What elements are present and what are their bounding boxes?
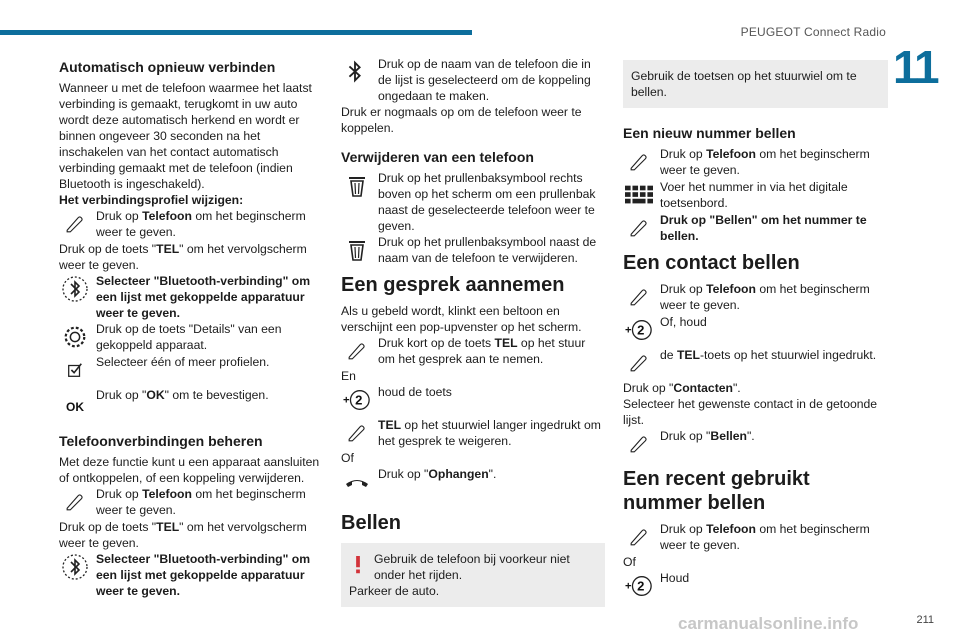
paragraph-repair: Druk er nogmaals op om de telefoon weer te koppelen. bbox=[341, 105, 582, 135]
step-call-number: Druk op "Bellen" om het nummer te bellen. bbox=[623, 212, 888, 245]
step-press-phone-3: Druk op Telefoon om het beginscherm weer te geven. bbox=[623, 521, 888, 554]
watermark: carmanualsonline.info bbox=[678, 614, 859, 633]
paragraph-select-contact: Selecteer het gewenste contact in de getoonde lijst. bbox=[623, 397, 878, 427]
checkbox-icon bbox=[61, 356, 89, 384]
heading-call: Bellen bbox=[341, 512, 402, 534]
column-3 bbox=[623, 56, 888, 603]
steering-wheel-key-icon bbox=[343, 386, 371, 414]
trash-icon bbox=[343, 236, 371, 264]
touch-icon bbox=[625, 283, 653, 311]
svg-text:2: 2 bbox=[637, 322, 645, 338]
steering-wheel-key-icon bbox=[625, 572, 653, 600]
step-press-phone-2: Druk op Telefoon om het beginscherm weer te geven. bbox=[59, 486, 321, 519]
step-select-bluetooth-2: Selecteer "Bluetooth-verbinding" om een lijst met gekoppelde apparatuur weer te geven. bbox=[59, 551, 321, 599]
heading-recent: Een recent gebruikt nummer bellen bbox=[623, 468, 810, 514]
step-press-call: Druk op "Bellen". bbox=[623, 428, 888, 461]
step-tel-key: de TEL-toets op het stuurwiel ingedrukt. bbox=[623, 347, 888, 380]
bluetooth-icon bbox=[61, 275, 89, 303]
warning-icon bbox=[355, 553, 361, 577]
step-hold-key-2: 2 + Houd bbox=[623, 570, 888, 603]
ok-icon: OK bbox=[66, 400, 84, 414]
step-press-phone: Druk op Telefoon om het beginscherm weer te geven. bbox=[623, 146, 888, 179]
info-box: Gebruik de toetsen op het stuurwiel om te bellen. bbox=[623, 60, 888, 108]
touch-icon bbox=[61, 210, 89, 238]
paragraph-answer: Als u gebeld wordt, klinkt een beltoon en verschijnt een pop-upvenster op het scherm. bbox=[341, 304, 582, 334]
heading-reconnect: Automatisch opnieuw verbinden bbox=[59, 59, 276, 75]
paragraph-profile-title: Het verbindingsprofiel wijzigen: bbox=[59, 193, 244, 207]
header-accent-bar bbox=[0, 30, 472, 35]
keypad-icon bbox=[625, 181, 653, 209]
heading-manage: Telefoonverbindingen beheren bbox=[59, 433, 263, 449]
paragraph-reconnect: Wanneer u met de telefoon waarmee het laatst verbinding is gemaakt, terugkomt in uw auto wordt deze automatisch herkend en wordt er binnen ongeveer 30 seconden na het inschakelen van het contact automatisch verbinding gemaakt met de telefoon (indien Bluetooth is ingeschakeld). bbox=[59, 81, 312, 191]
heading-contact: Een contact bellen bbox=[623, 252, 800, 274]
step-select-profiles: Selecteer één of meer profielen. bbox=[59, 354, 321, 387]
chapter-number: 11 bbox=[893, 41, 938, 93]
page-number: 211 bbox=[916, 614, 934, 626]
bluetooth-icon bbox=[341, 58, 369, 86]
svg-text:+: + bbox=[625, 580, 632, 593]
step-press-phone: Druk op Telefoon om het beginscherm weer te geven. bbox=[59, 208, 321, 241]
heading-answer: Een gesprek aannemen bbox=[341, 274, 565, 296]
header-title: PEUGEOT Connect Radio bbox=[740, 25, 886, 39]
step-confirm-ok: OK Druk op "OK" om te bevestigen. bbox=[59, 387, 321, 420]
paragraph-manage: Met deze functie kunt u een apparaat aansluiten of ontkoppelen, of een koppeling verwijderen. bbox=[59, 455, 320, 485]
step-hold-key: 2 + houd de toets bbox=[341, 384, 605, 417]
step-press-phone-2: Druk op Telefoon om het beginscherm weer te geven. bbox=[623, 281, 888, 314]
step-trash-1: Druk op het prullenbaksymbool rechts boven op het scherm om een prullenbak naast de geselecteerde telefoon weer te geven. bbox=[341, 170, 605, 234]
gear-icon bbox=[61, 323, 89, 351]
touch-icon bbox=[61, 488, 89, 516]
touch-icon bbox=[625, 214, 653, 242]
touch-icon bbox=[343, 419, 371, 447]
step-select-bluetooth: Selecteer "Bluetooth-verbinding" om een lijst met gekoppelde apparatuur weer te geven. bbox=[59, 273, 321, 321]
label-of: Of bbox=[623, 555, 636, 569]
step-hold-key: 2 + Of, houd bbox=[623, 314, 888, 347]
step-hangup: Druk op "Ophangen". bbox=[341, 466, 605, 499]
touch-icon bbox=[625, 148, 653, 176]
touch-icon bbox=[625, 523, 653, 551]
paragraph-contacts: Druk op "Contacten". bbox=[623, 381, 741, 395]
touch-icon bbox=[343, 337, 371, 365]
trash-icon bbox=[343, 172, 371, 200]
step-press-tel: Druk kort op de toets TEL op het stuur om het gesprek aan te nemen. bbox=[341, 335, 605, 368]
heading-new-number: Een nieuw nummer bellen bbox=[623, 125, 796, 141]
step-unpair: Druk op de naam van de telefoon die in de lijst is geselecteerd om de koppeling ongedaan te maken. bbox=[341, 56, 605, 104]
step-reject: TEL op het stuurwiel langer ingedrukt om het gesprek te weigeren. bbox=[341, 417, 605, 450]
svg-text:+: + bbox=[625, 324, 632, 337]
svg-text:2: 2 bbox=[637, 578, 645, 594]
steering-wheel-key-icon bbox=[625, 316, 653, 344]
touch-icon bbox=[625, 430, 653, 458]
label-en: En bbox=[341, 369, 356, 383]
svg-text:+: + bbox=[343, 394, 350, 407]
bluetooth-icon bbox=[61, 553, 89, 581]
svg-text:2: 2 bbox=[355, 392, 363, 408]
column-2 bbox=[341, 56, 605, 613]
hangup-icon bbox=[343, 468, 371, 496]
step-trash-2: Druk op het prullenbaksymbool naast de naam van de telefoon te verwijderen. bbox=[341, 234, 605, 267]
heading-delete: Verwijderen van een telefoon bbox=[341, 149, 534, 165]
paragraph-tel-2: Druk op de toets "TEL" om het vervolgscherm weer te geven. bbox=[59, 520, 307, 550]
paragraph-tel: Druk op de toets "TEL" om het vervolgscherm weer te geven. bbox=[59, 242, 307, 272]
warning-box: Gebruik de telefoon bij voorkeur niet onder het rijden. Parkeer de auto. bbox=[341, 543, 605, 607]
column-1 bbox=[59, 56, 321, 599]
label-of: Of bbox=[341, 451, 354, 465]
step-keypad: Voer het nummer in via het digitale toetsenbord. bbox=[623, 179, 888, 212]
touch-icon bbox=[625, 349, 653, 377]
step-details: Druk op de toets "Details" van een gekoppeld apparaat. bbox=[59, 321, 321, 354]
